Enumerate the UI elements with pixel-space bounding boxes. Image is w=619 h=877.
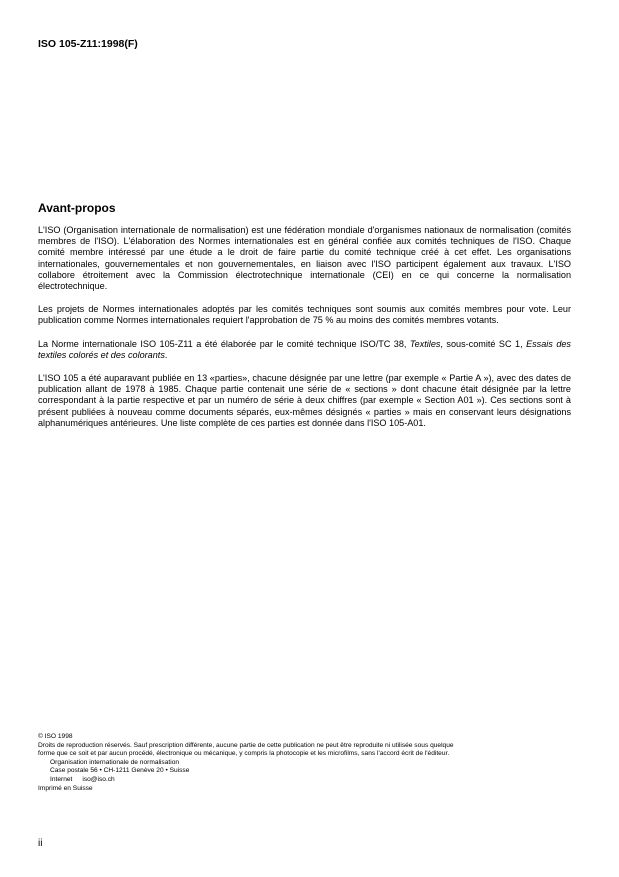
postal-address: Case postale 56 • CH-1211 Genève 20 • Suisse xyxy=(50,767,190,775)
internet-contact xyxy=(38,776,583,785)
page-number: ii xyxy=(38,838,43,849)
document-id: ISO 105-Z11:1998(F) xyxy=(38,38,138,50)
organisation-name: Organisation internationale de normalisation xyxy=(50,758,180,766)
rights-line-2: forme que ce soit et par aucun procédé, électronique ou mécanique, y compris la photocopie et les microfilms, sans l'accord écrit de l'éditeur. xyxy=(38,750,450,758)
p3-text-3: . xyxy=(164,349,168,360)
p3-italic-textiles: Textiles xyxy=(409,338,441,349)
paragraph-4: L'ISO 105 a été auparavant publiée en 13 «parties», chacune désignée par une lettre (par exemple « Partie A »), avec des dates de publication allant de 1978 à 1985. Chaque partie contenait une série de « sections » dont chacune était désignée par la lettre correspondant à la partie respective et par un numéro de série à deux chiffres (par exemple « Section A01 »). Ces sections sont à présent publiées à nouveau comme documents séparés, eux-mêmes désignés « parties » mais en conservant leurs désignations alphanumériques antérieures. Une liste complète de ces parties est donnée dans l'ISO 105-A01. xyxy=(38,373,571,428)
copyright-block xyxy=(38,733,583,793)
rights-line-1: Droits de reproduction réservés. Sauf prescription différente, aucune partie de cette publication ne peut être reproduite ni utilisée sous quelque xyxy=(38,741,454,749)
paragraph-1: L'ISO (Organisation internationale de normalisation) est une fédération mondiale d'organismes nationaux de normalisation (comités membres de l'ISO). L'élaboration des Normes internationales est en général confiée aux comités techniques de l'ISO. Chaque comité membre intéressé par une étude a le droit de faire partie du comité technique créé à cet effet. Les organisations internationales, gouvernementales et non gouvernementales, en liaison avec l'ISO participent également aux travaux. L'ISO collabore étroitement avec la Commission électrotechnique internationale (CEI) en ce qui concerne la normalisation électrotechnique. xyxy=(38,225,571,292)
paragraph-3 xyxy=(38,339,571,361)
p3-text-2: , sous-comité SC 1, xyxy=(440,338,527,349)
copyright-notice: © ISO 1998 xyxy=(38,733,73,740)
section-title: Avant-propos xyxy=(38,201,116,215)
p3-italic-essais: Essais des textiles colorés et des colorants xyxy=(38,338,571,360)
internet-email: iso@iso.ch xyxy=(82,775,115,783)
foreword-body xyxy=(38,225,571,429)
printed-in: Imprimé en Suisse xyxy=(38,784,93,792)
paragraph-2: Les projets de Normes internationales adoptés par les comités techniques sont soumis aux comités membres pour vote. Leur publication comme Normes internationales requiert l'approbation de 75 % au moins des comités membres votants. xyxy=(38,304,571,326)
p3-text-1: La Norme internationale ISO 105-Z11 a été élaborée par le comité technique ISO/TC 38, xyxy=(38,338,410,349)
internet-label: Internet xyxy=(50,775,73,783)
